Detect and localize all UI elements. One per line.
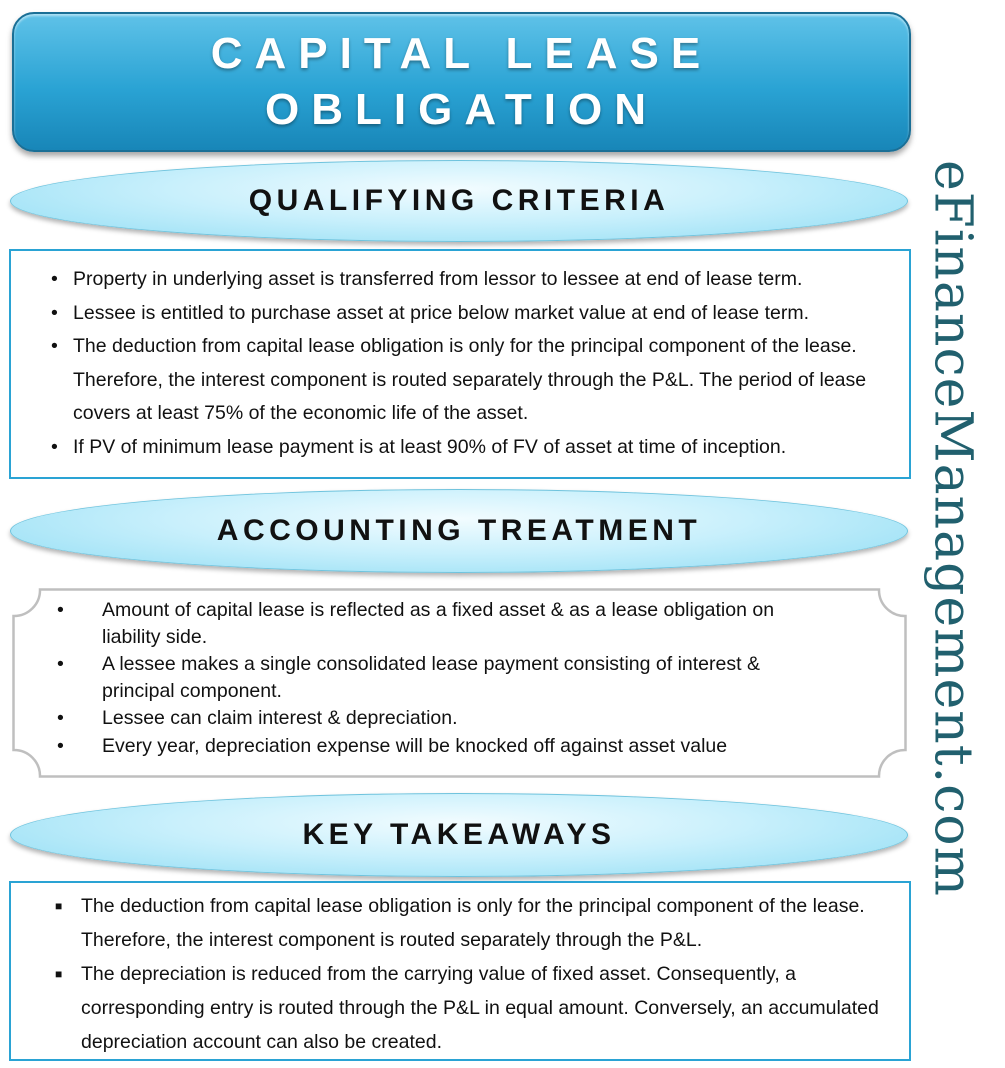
list-item: • Every year, depreciation expense will be knocked off against asset value xyxy=(57,734,728,757)
key-takeaways-list xyxy=(11,883,909,1059)
accounting-treatment-heading: ACCOUNTING TREATMENT xyxy=(216,514,702,547)
list-item: • If PV of minimum lease payment is at least 90% of FV of asset at time of inception. xyxy=(51,435,787,458)
accounting-treatment-list xyxy=(12,597,907,759)
qualifying-criteria-heading: QUALIFYING CRITERIA xyxy=(248,184,670,217)
list-item: • Property in underlying asset is transferred from lessor to lessee at end of lease term. xyxy=(51,268,803,290)
list-item: • Lessee is entitled to purchase asset at price below market value at end of lease term. xyxy=(51,301,809,324)
list-item: • Amount of capital lease is reflected as a fixed asset & as a lease obligation on liability side. xyxy=(57,599,775,648)
accounting-treatment-heading-oval xyxy=(10,489,908,573)
key-takeaways-heading: KEY TAKEAWAYS xyxy=(302,818,616,851)
list-item: • Lessee can claim interest & depreciation. xyxy=(57,707,458,729)
title-banner xyxy=(12,12,911,152)
list-item: • A lessee makes a single consolidated lease payment consisting of interest & principal component. xyxy=(57,653,760,702)
list-item: • The deduction from capital lease obligation is only for the principal component of the lease. Therefore, the interest component is routed separately through the P&L. The period of lease covers at least 75% of the economic life of the asset. xyxy=(51,335,867,424)
watermark-text: eFinanceManagement.com xyxy=(922,160,983,897)
key-takeaways-heading-oval xyxy=(10,793,908,877)
accounting-treatment-box xyxy=(12,588,907,778)
title-line-1: CAPITAL LEASE xyxy=(210,29,713,78)
watermark xyxy=(922,66,983,991)
qualifying-criteria-list xyxy=(11,251,909,464)
qualifying-criteria-box xyxy=(9,249,911,479)
title-line-2: OBLIGATION xyxy=(265,85,658,134)
list-item: ■ The deduction from capital lease obligation is only for the principal component of the lease. Therefore, the interest component is routed separately through the P&L. xyxy=(55,895,865,951)
list-item: ■ The depreciation is reduced from the carrying value of fixed asset. Consequently, a corresponding entry is routed through the P&L in equal amount. Conversely, an accumulated depreciation account can also be created. xyxy=(55,963,879,1053)
qualifying-criteria-heading-oval xyxy=(10,160,908,242)
key-takeaways-box xyxy=(9,881,911,1061)
